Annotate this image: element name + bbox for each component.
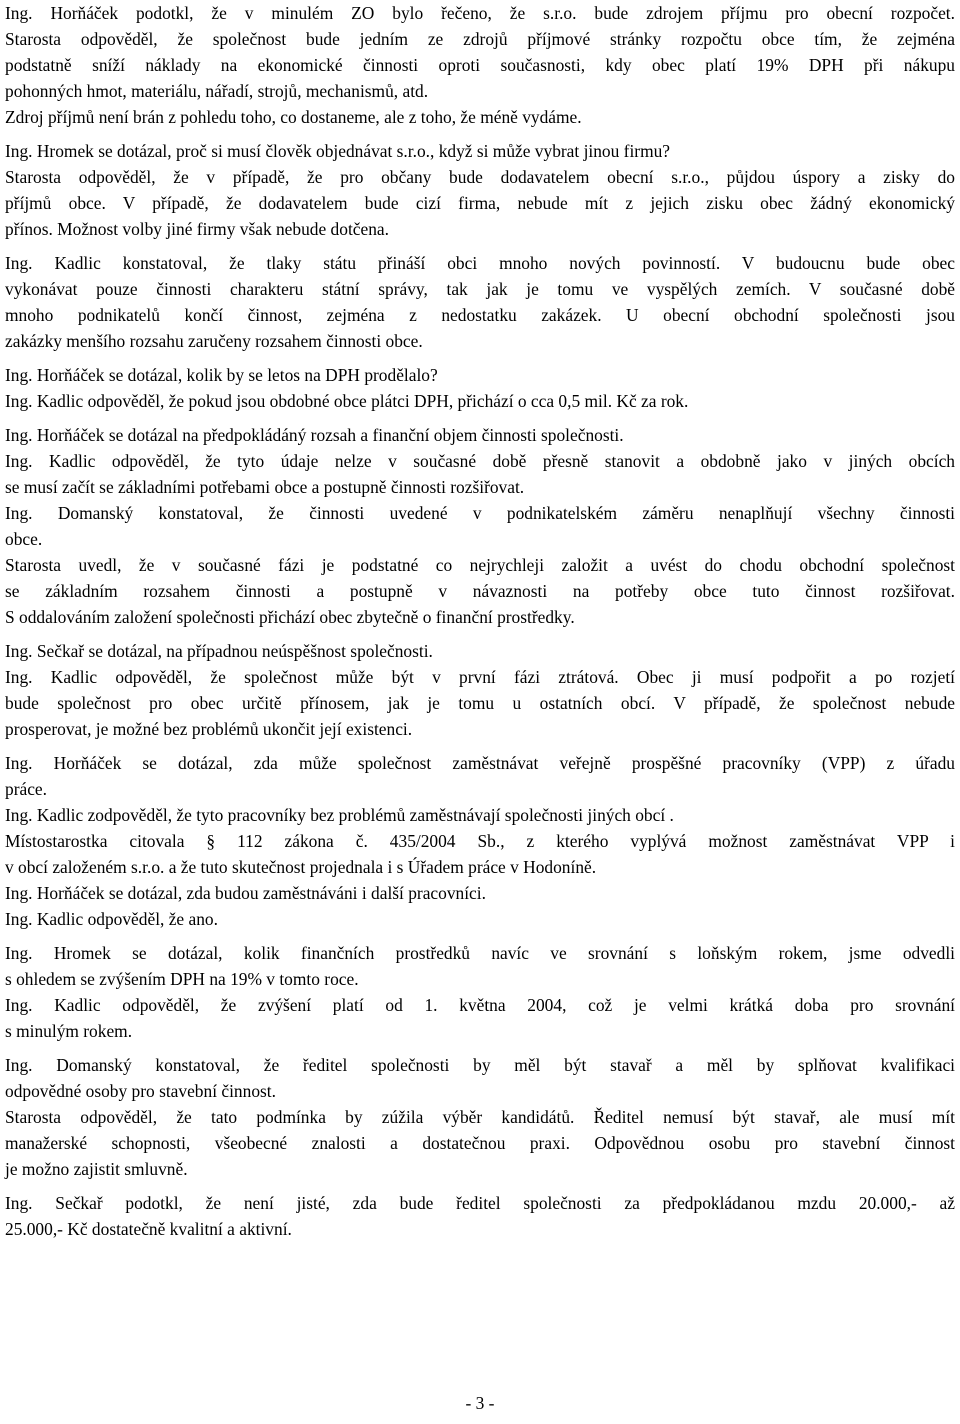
text-line: vykonávat pouze činnosti charakteru státní správy, tak jak je tomu ve vyspělých zemích. V současné době — [5, 279, 955, 299]
paragraph-gap — [5, 414, 955, 422]
text-line: manažerské schopnosti, všeobecné znalosti a dostatečnou praxi. Odpovědnou osobu pro stavební činnost — [5, 1133, 955, 1153]
paragraph-gap — [5, 242, 955, 250]
text-line: Ing. Hromek se dotázal, proč si musí člověk objednávat s.r.o., když si může vybrat jinou firmu? — [5, 141, 671, 161]
paragraph-gap — [5, 1044, 955, 1052]
paragraph — [5, 250, 955, 354]
paragraph-gap — [5, 932, 955, 940]
text-line: Ing. Horňáček se dotázal na předpokládáný rozsah a finanční objem činnosti společnosti. — [5, 425, 624, 445]
paragraph — [5, 638, 955, 742]
paragraph-gap — [5, 742, 955, 750]
text-line: Ing. Kadlic odpověděl, že ano. — [5, 909, 218, 929]
paragraph — [5, 940, 955, 1044]
text-line: Ing. Horňáček se dotázal, zda může společnost zaměstnávat veřejně prospěšné pracovníky (VPP) z úřadu — [5, 753, 955, 773]
text-line: Ing. Horňáček se dotázal, zda budou zaměstnáváni i další pracovníci. — [5, 883, 486, 903]
text-line: bude společnost pro obec určitě přínosem, jak je tomu u ostatních obcí. V případě, že společnost nebude — [5, 693, 955, 713]
paragraph-gap — [5, 1182, 955, 1190]
text-line: Starosta odpověděl, že společnost bude jedním ze zdrojů příjmové stránky rozpočtu obce tím, že zejména — [5, 29, 955, 49]
text-line: práce. — [5, 779, 47, 799]
text-line: Starosta odpověděl, že tato podmínka by zúžila výběr kandidátů. Ředitel nemusí být stavař, ale musí mít — [5, 1107, 955, 1127]
page-number: - 3 - — [465, 1393, 495, 1413]
text-line: podstatně sníží náklady na ekonomické činnosti oproti současnosti, kdy obec platí 19% DPH při nákupu — [5, 55, 955, 75]
text-line: Ing. Kadlic zodpověděl, že tyto pracovníky bez problémů zaměstnávají společnosti jiných obcí . — [5, 805, 674, 825]
text-line: se musí začít se základními potřebami obce a postupně činnosti rozšiřovat. — [5, 477, 525, 497]
text-line: Ing. Domanský konstatoval, že ředitel společnosti by měl být stavař a měl by splňovat kvalifikaci — [5, 1055, 955, 1075]
paragraph — [5, 362, 955, 414]
text-line: pohonných hmot, materiálu, nářadí, strojů, mechanismů, atd. — [5, 81, 429, 101]
paragraph — [5, 0, 955, 130]
text-line: Starosta uvedl, že v současné fázi je podstatné co nejrychleji založit a uvést do chodu obchodní společnost — [5, 555, 955, 575]
text-line: mnoho podnikatelů končí činnost, zejména z nedostatku zakázek. U obecní obchodní společnosti jsou — [5, 305, 955, 325]
paragraph-gap — [5, 130, 955, 138]
paragraph-gap — [5, 354, 955, 362]
text-line: Ing. Hromek se dotázal, kolik finančních prostředků navíc ve srovnání s loňským rokem, jsme odvedli — [5, 943, 955, 963]
text-line: Ing. Kadlic odpověděl, že společnost může být v první fázi ztrátová. Obec ji musí podpořit a po rozjetí — [5, 667, 955, 687]
document-body — [5, 0, 955, 1242]
text-line: se základním rozsahem činnosti a postupně v návaznosti na potřeby obce tuto činnost rozšiřovat. — [5, 581, 955, 601]
paragraph — [5, 750, 955, 932]
text-line: Ing. Kadlic odpověděl, že pokud jsou obdobné obce plátci DPH, přichází o cca 0,5 mil. Kč za rok. — [5, 391, 689, 411]
text-line: Zdroj příjmů není brán z pohledu toho, co dostaneme, ale z toho, že méně vydáme. — [5, 107, 582, 127]
text-line: zakázky menšího rozsahu zaručeny rozsahem činnosti obce. — [5, 331, 423, 351]
text-line: v obcí založeném s.r.o. a že tuto skutečnost projednala i s Úřadem práce v Hodoníně. — [5, 857, 597, 877]
text-line: Ing. Kadlic odpověděl, že zvýšení platí od 1. května 2004, což je velmi krátká doba pro srovnání — [5, 995, 955, 1015]
text-line: S oddalováním založení společnosti přichází obec zbytečně o finanční prostředky. — [5, 607, 575, 627]
text-line: Ing. Sečkař se dotázal, na případnou neúspěšnost společnosti. — [5, 641, 433, 661]
text-line: Ing. Kadlic konstatoval, že tlaky státu přináší obci mnoho nových povinností. V budoucnu bude obec — [5, 253, 955, 273]
text-line: je možno zajistit smluvně. — [5, 1159, 188, 1179]
text-line: s minulým rokem. — [5, 1021, 133, 1041]
text-line: přínos. Možnost volby jiné firmy však nebude dotčena. — [5, 219, 389, 239]
paragraph-gap — [5, 630, 955, 638]
text-line: prosperovat, je možné bez problémů ukončit její existenci. — [5, 719, 413, 739]
text-line: Ing. Domanský konstatoval, že činnosti uvedené v podnikatelském záměru nenaplňují všechny činnosti — [5, 503, 955, 523]
text-line: Ing. Horňáček podotkl, že v minulém ZO bylo řečeno, že s.r.o. bude zdrojem příjmu pro obecní rozpočet. — [5, 3, 955, 23]
text-line: Ing. Sečkař podotkl, že není jisté, zda bude ředitel společnosti za předpokládanou mzdu 20.000,- až — [5, 1193, 955, 1213]
text-line: Místostarostka citovala § 112 zákona č. 435/2004 Sb., z kterého vyplývá možnost zaměstnávat VPP i — [5, 831, 955, 851]
text-line: 25.000,- Kč dostatečně kvalitní a aktivní. — [5, 1219, 292, 1239]
text-line: příjmů obce. V případě, že dodavatelem bude cizí firma, nebude mít z jejich zisku obec žádný ekonomický — [5, 193, 955, 213]
paragraph — [5, 1190, 955, 1242]
paragraph — [5, 138, 955, 242]
text-line: Starosta odpověděl, že v případě, že pro občany bude dodavatelem obecní s.r.o., půjdou úspory a zisky do — [5, 167, 955, 187]
text-line: obce. — [5, 529, 43, 549]
text-line: odpovědné osoby pro stavební činnost. — [5, 1081, 276, 1101]
paragraph — [5, 422, 955, 630]
text-line: Ing. Kadlic odpověděl, že tyto údaje nelze v současné době přesně stanovit a obdobně jako v jiných obcích — [5, 451, 955, 471]
paragraph — [5, 1052, 955, 1182]
text-line: Ing. Horňáček se dotázal, kolik by se letos na DPH prodělalo? — [5, 365, 438, 385]
text-line: s ohledem se zvýšením DPH na 19% v tomto roce. — [5, 969, 359, 989]
